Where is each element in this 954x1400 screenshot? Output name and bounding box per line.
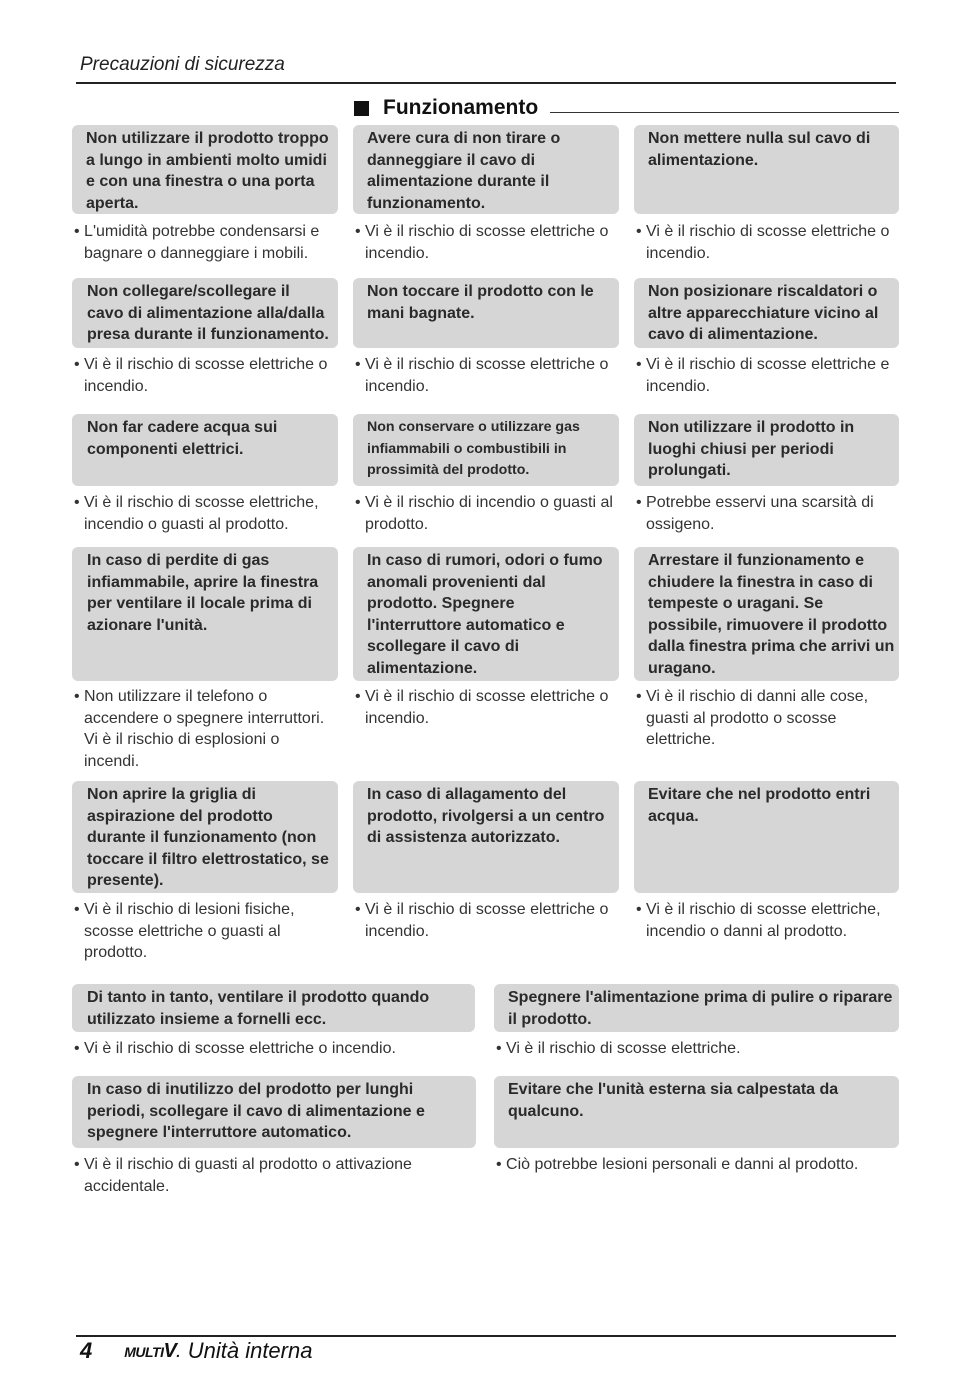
section-heading	[354, 96, 899, 120]
page-number: 4	[80, 1338, 93, 1363]
section-title: Funzionamento	[383, 96, 539, 119]
warning-box: Di tanto in tanto, ventilare il prodotto quando utilizzato insieme a fornelli ecc.	[72, 984, 475, 1032]
section-bullet-icon	[354, 101, 369, 116]
warning-note: • Vi è il rischio di scosse elettriche o incendio.	[353, 354, 619, 397]
warning-note: • Vi è il rischio di guasti al prodotto o attivazione accidentale.	[72, 1154, 476, 1197]
warning-box: In caso di inutilizzo del prodotto per lunghi periodi, scollegare il cavo di alimentazione e spegnere l'interruttore automatico.	[72, 1076, 476, 1148]
footer-subtitle: Unità interna	[187, 1338, 313, 1363]
warning-note: • Vi è il rischio di lesioni fisiche, scosse elettriche o guasti al prodotto.	[72, 899, 338, 964]
warning-box: Evitare che l'unità esterna sia calpestata da qualcuno.	[494, 1076, 899, 1148]
warning-note: • Vi è il rischio di scosse elettriche o incendio.	[72, 354, 338, 397]
warning-box: In caso di rumori, odori o fumo anomali provenienti dal prodotto. Spegnere l'interruttore automatico e scollegare il cavo di alimentazione.	[353, 547, 619, 681]
warning-box: Non posizionare riscaldatori o altre apparecchiature vicino al cavo di alimentazione.	[634, 278, 899, 348]
warning-box: Non utilizzare il prodotto troppo a lungo in ambienti molto umidi e con una finestra o una porta aperta.	[72, 125, 338, 214]
warning-note: • Vi è il rischio di scosse elettriche o incendio.	[353, 221, 619, 264]
warning-note: • Non utilizzare il telefono o accendere o spegnere interruttori. Vi è il rischio di esplosioni o incendi.	[72, 686, 338, 772]
warning-box: Evitare che nel prodotto entri acqua.	[634, 781, 899, 893]
warning-note: • Vi è il rischio di scosse elettriche e incendio.	[634, 354, 899, 397]
warning-note: • Vi è il rischio di danni alle cose, guasti al prodotto o scosse elettriche.	[634, 686, 899, 751]
warning-box: Non aprire la griglia di aspirazione del prodotto durante il funzionamento (non toccare il filtro elettrostatico, se presente).	[72, 781, 338, 893]
warning-box: In caso di perdite di gas infiammabile, aprire la finestra per ventilare il locale prima di azionare l'unità.	[72, 547, 338, 681]
warning-box: Non conservare o utilizzare gas infiammabili o combustibili in prossimità del prodotto.	[353, 414, 619, 486]
brand-logo: MULTIV.	[124, 1339, 180, 1362]
page-header-title: Precauzioni di sicurezza	[80, 54, 285, 75]
warning-box: Non collegare/scollegare il cavo di alimentazione alla/dalla presa durante il funzionamento.	[72, 278, 338, 348]
warning-note: • Vi è il rischio di scosse elettriche o incendio.	[72, 1038, 475, 1060]
warning-note: • L'umidità potrebbe condensarsi e bagnare o danneggiare i mobili.	[72, 221, 338, 264]
warning-note: • Potrebbe esservi una scarsità di ossigeno.	[634, 492, 899, 535]
warning-note: • Vi è il rischio di scosse elettriche.	[494, 1038, 899, 1060]
warning-note: • Vi è il rischio di scosse elettriche, incendio o guasti al prodotto.	[72, 492, 338, 535]
warning-note: • Ciò potrebbe lesioni personali e danni al prodotto.	[494, 1154, 899, 1176]
warning-box: Arrestare il funzionamento e chiudere la finestra in caso di tempeste o uragani. Se possibile, rimuovere il prodotto dalla finestra prima che arrivi un uragano.	[634, 547, 899, 681]
footer-divider	[76, 1335, 896, 1337]
warning-box: Non utilizzare il prodotto in luoghi chiusi per periodi prolungati.	[634, 414, 899, 486]
header-divider	[76, 82, 896, 84]
warning-box: Non mettere nulla sul cavo di alimentazione.	[634, 125, 899, 214]
warning-note: • Vi è il rischio di scosse elettriche o incendio.	[634, 221, 899, 264]
warning-box: In caso di allagamento del prodotto, rivolgersi a un centro di assistenza autorizzato.	[353, 781, 619, 893]
warning-note: • Vi è il rischio di scosse elettriche o incendio.	[353, 899, 619, 942]
warning-box: Non far cadere acqua sui componenti elettrici.	[72, 414, 338, 486]
warning-note: • Vi è il rischio di scosse elettriche, incendio o danni al prodotto.	[634, 899, 899, 942]
warning-box: Avere cura di non tirare o danneggiare il cavo di alimentazione durante il funzionamento.	[353, 125, 619, 214]
warning-box: Spegnere l'alimentazione prima di pulire o riparare il prodotto.	[494, 984, 899, 1032]
warning-note: • Vi è il rischio di incendio o guasti al prodotto.	[353, 492, 619, 535]
section-rule	[550, 112, 899, 113]
page-footer	[80, 1338, 312, 1364]
warning-note: • Vi è il rischio di scosse elettriche o incendio.	[353, 686, 619, 729]
warning-box: Non toccare il prodotto con le mani bagnate.	[353, 278, 619, 348]
